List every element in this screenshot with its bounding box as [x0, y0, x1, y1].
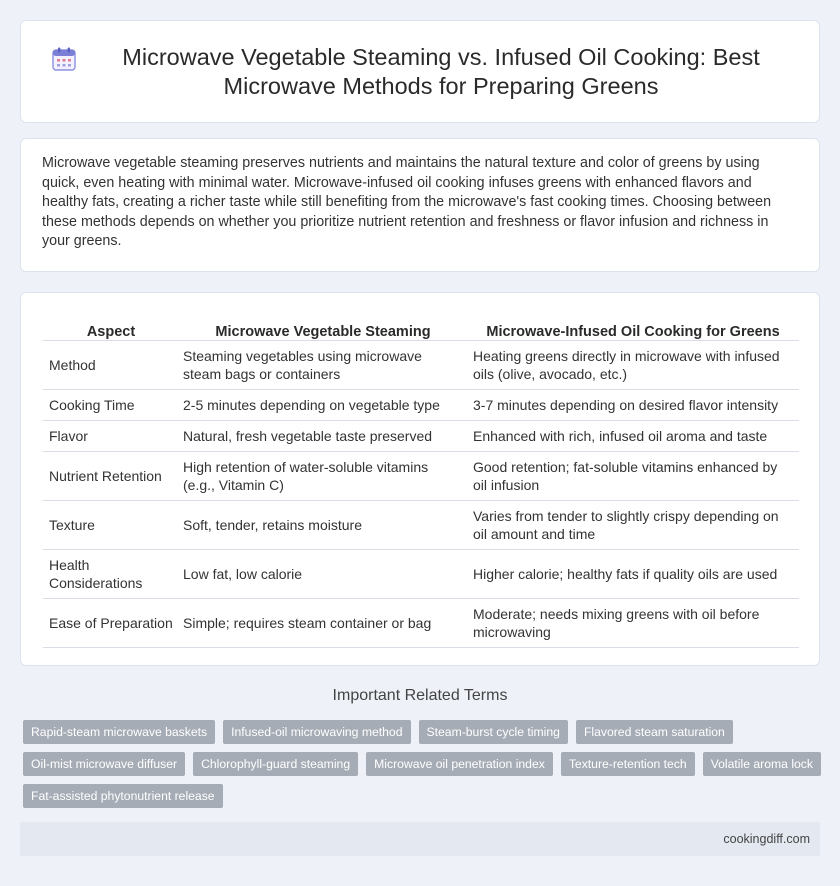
- table-row: [43, 420, 799, 451]
- calendar-icon: [51, 46, 77, 72]
- table-cell: Texture: [43, 500, 179, 549]
- table-cell: Simple; requires steam container or bag: [179, 598, 467, 647]
- related-term-tag[interactable]: Oil-mist microwave diffuser: [23, 752, 185, 776]
- table-cell: Low fat, low calorie: [179, 549, 467, 598]
- intro-text: Microwave vegetable steaming preserves nutrients and maintains the natural texture and color of greens by using quick, even heating with minimal water. Microwave-infused oil cooking infuses greens with enhanced flavors and healthy fats, creating a richer taste while still benefiting from the microwave's fast cooking times. Choosing between these methods depends on whether you prioritize nutrient retention and freshness or flavor infusion and richness in your greens.: [42, 155, 772, 249]
- page-title: Microwave Vegetable Steaming vs. Infused Oil Cooking: Best Microwave Methods for Preparing Greens: [122, 43, 760, 99]
- column-header: Microwave Vegetable Steaming: [179, 313, 467, 340]
- table-cell: Flavor: [43, 420, 179, 451]
- related-terms-title: Important Related Terms: [332, 687, 508, 704]
- table-row: [43, 549, 799, 598]
- table-cell: Method: [43, 340, 179, 389]
- table-cell: Natural, fresh vegetable taste preserved: [179, 420, 467, 451]
- related-term-tag[interactable]: Volatile aroma lock: [703, 752, 821, 776]
- related-term-tag[interactable]: Infused-oil microwaving method: [223, 720, 410, 744]
- header-card: [20, 20, 820, 123]
- footer: [20, 822, 820, 856]
- related-term-tag[interactable]: Microwave oil penetration index: [366, 752, 553, 776]
- table-cell: Moderate; needs mixing greens with oil before microwaving: [467, 598, 799, 647]
- related-term-tag[interactable]: Texture-retention tech: [561, 752, 695, 776]
- table-cell: Heating greens directly in microwave with infused oils (olive, avocado, etc.): [467, 340, 799, 389]
- footer-site-link[interactable]: cookingdiff.com: [723, 832, 810, 846]
- related-terms-list: [23, 720, 823, 808]
- table-cell: 3-7 minutes depending on desired flavor intensity: [467, 389, 799, 420]
- table-row: [43, 451, 799, 500]
- related-term-tag[interactable]: Steam-burst cycle timing: [419, 720, 568, 744]
- table-row: [43, 598, 799, 647]
- table-cell: Ease of Preparation: [43, 598, 179, 647]
- table-cell: Steaming vegetables using microwave steam bags or containers: [179, 340, 467, 389]
- table-cell: Cooking Time: [43, 389, 179, 420]
- related-term-tag[interactable]: Chlorophyll-guard steaming: [193, 752, 358, 776]
- table-cell: Varies from tender to slightly crispy depending on oil amount and time: [467, 500, 799, 549]
- related-term-tag[interactable]: Fat-assisted phytonutrient release: [23, 784, 223, 808]
- related-term-tag[interactable]: Rapid-steam microwave baskets: [23, 720, 215, 744]
- table-cell: High retention of water-soluble vitamins (e.g., Vitamin C): [179, 451, 467, 500]
- table-header-row: [43, 313, 799, 340]
- table-row: [43, 389, 799, 420]
- column-header: Microwave-Infused Oil Cooking for Greens: [467, 313, 799, 340]
- table-cell: Health Considerations: [43, 549, 179, 598]
- column-header: Aspect: [43, 313, 179, 340]
- table-cell: Nutrient Retention: [43, 451, 179, 500]
- related-term-tag[interactable]: Flavored steam saturation: [576, 720, 733, 744]
- comparison-card: [20, 292, 820, 666]
- table-cell: Enhanced with rich, infused oil aroma and taste: [467, 420, 799, 451]
- table-cell: Soft, tender, retains moisture: [179, 500, 467, 549]
- table-row: [43, 500, 799, 549]
- table-row: [43, 340, 799, 389]
- intro-card: [20, 138, 820, 272]
- table-cell: Higher calorie; healthy fats if quality oils are used: [467, 549, 799, 598]
- comparison-table: [43, 313, 799, 648]
- table-cell: 2-5 minutes depending on vegetable type: [179, 389, 467, 420]
- table-cell: Good retention; fat-soluble vitamins enhanced by oil infusion: [467, 451, 799, 500]
